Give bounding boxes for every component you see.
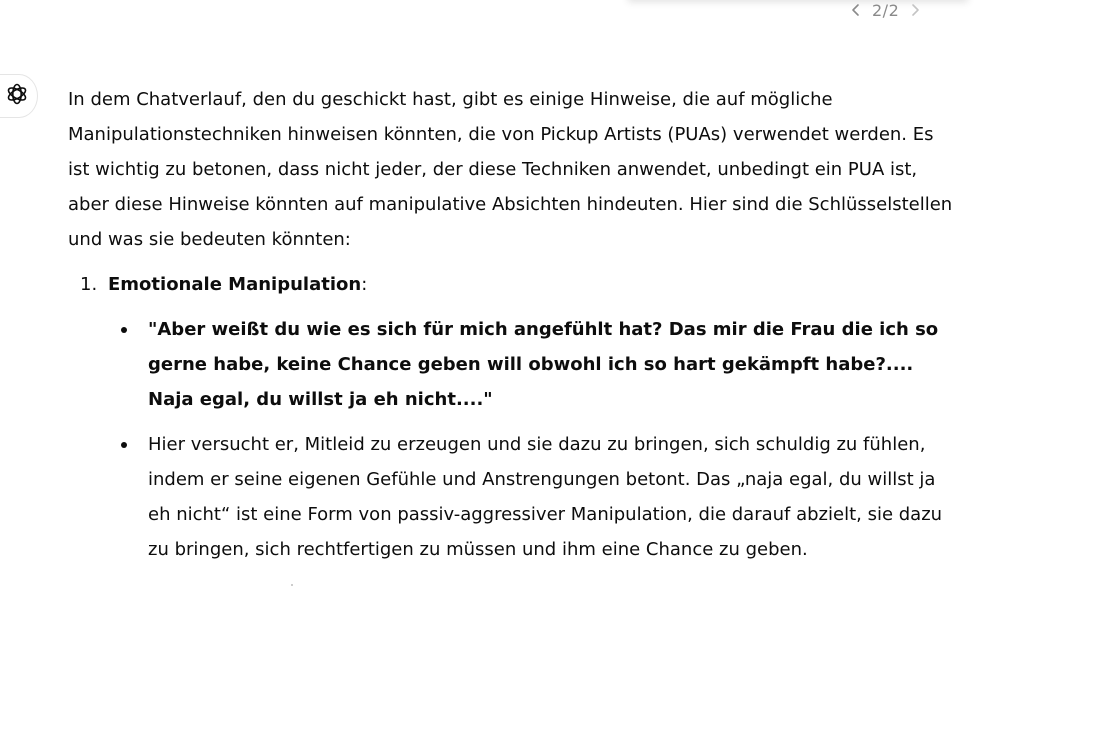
response-pager <box>850 0 921 20</box>
findings-list <box>68 267 958 567</box>
streaming-indicator <box>291 584 293 586</box>
quote-bullet: "Aber weißt du wie es sich für mich angefühlt hat? Das mir die Frau die ich so gerne habe, keine Chance geben will obwohl ich so hart gekämpft habe?.... Naja egal, du willst ja eh nicht...." <box>108 312 958 417</box>
chevron-right-icon[interactable] <box>909 3 921 17</box>
list-item-heading <box>108 267 958 302</box>
list-item-details <box>108 312 958 567</box>
list-item-title: Emotionale Manipulation <box>108 274 362 295</box>
list-item-title-suffix: : <box>361 274 368 295</box>
assistant-avatar <box>0 74 38 118</box>
chevron-left-icon[interactable] <box>850 3 862 17</box>
openai-logo-icon <box>4 81 30 111</box>
list-item-number: 1. <box>80 274 98 295</box>
assistant-message <box>68 82 958 577</box>
list-item <box>68 267 958 567</box>
explanation-bullet: Hier versucht er, Mitleid zu erzeugen und sie dazu zu bringen, sich schuldig zu fühlen, indem er seine eigenen Gefühle und Anstrengungen betont. Das „naja egal, du willst ja eh nicht“ ist eine Form von passiv-aggressiver Manipulation, die darauf abzielt, sie dazu zu bringen, sich rechtfertigen zu müssen und ihm eine Chance zu geben. <box>108 427 958 567</box>
pager-count: 2/2 <box>872 0 900 20</box>
message-intro: In dem Chatverlauf, den du geschickt hast, gibt es einige Hinweise, die auf mögliche Manipulationstechniken hinweisen könnten, die von Pickup Artists (PUAs) verwendet werden. Es ist wichtig zu betonen, dass nicht jeder, der diese Techniken anwendet, unbedingt ein PUA ist, aber diese Hinweise könnten auf manipulative Absichten hindeuten. Hier sind die Schlüsselstellen und was sie bedeuten könnten: <box>68 89 953 250</box>
